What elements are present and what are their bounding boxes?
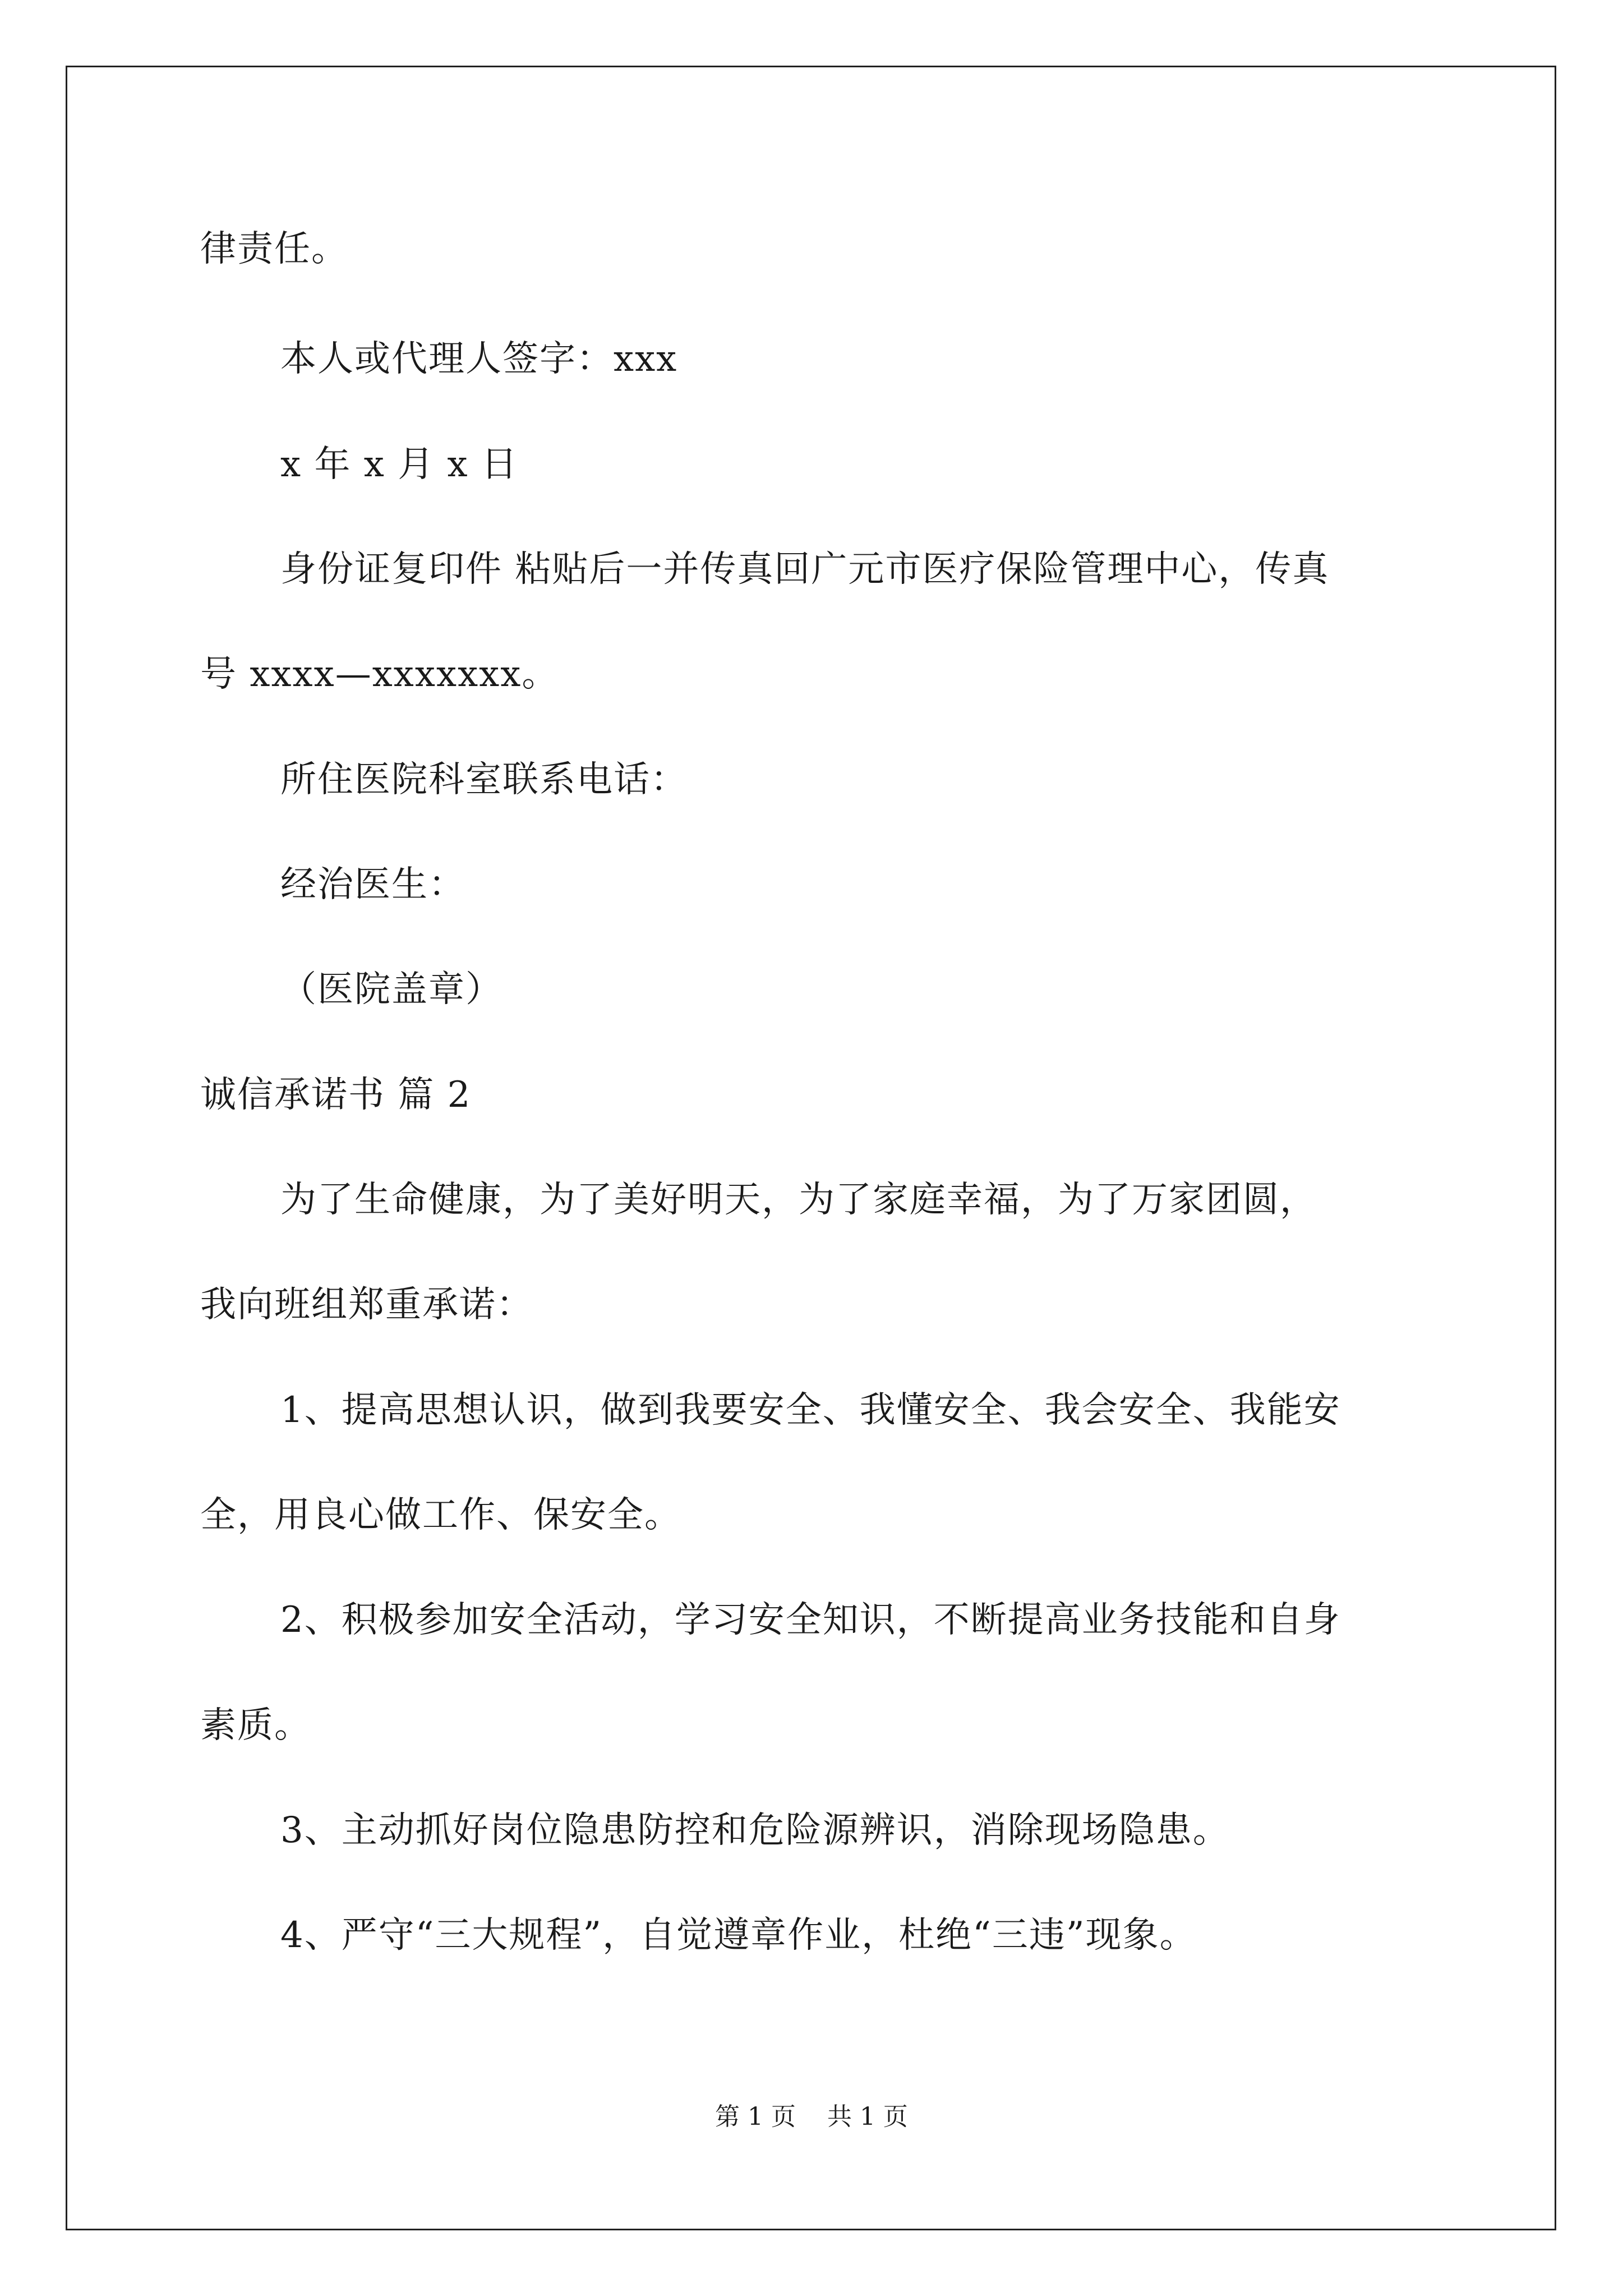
text-line: 我向班组郑重承诺： bbox=[200, 1284, 533, 1326]
text-line: 1、提高思想认识，做到我要安全、我懂安全、我会安全、我能安 bbox=[280, 1389, 1341, 1431]
page-border bbox=[66, 66, 1556, 2230]
text-line: 为了生命健康，为了美好明天，为了家庭幸福，为了万家团圆， bbox=[280, 1179, 1317, 1221]
section-heading: 诚信承诺书 篇 2 bbox=[200, 1074, 472, 1116]
text-line: 2、积极参加安全活动，学习安全知识，不断提高业务技能和自身 bbox=[280, 1599, 1341, 1641]
text-line: （医院盖章） bbox=[280, 969, 502, 1010]
text-line: 所住医院科室联系电话： bbox=[280, 759, 688, 800]
text-line: 本人或代理人签字：xxx bbox=[280, 338, 678, 380]
text-line: 身份证复印件 粘贴后一并传真回广元市医疗保险管理中心，传真 bbox=[280, 549, 1330, 590]
text-line: 全，用良心做工作、保安全。 bbox=[200, 1494, 681, 1536]
text-line: 4、严守“三大规程”，自觉遵章作业，杜绝“三违”现象。 bbox=[280, 1915, 1197, 1956]
text-line: 经治医生： bbox=[280, 864, 465, 905]
text-line: 号 xxxx—xxxxxxx。 bbox=[200, 654, 559, 695]
text-line: 3、主动抓好岗位隐患防控和危险源辨识，消除现场隐患。 bbox=[280, 1810, 1230, 1851]
text-line: x 年 x 月 x 日 bbox=[280, 444, 518, 485]
page-footer: 第 1 页 共 1 页 bbox=[715, 2102, 908, 2131]
text-line: 律责任。 bbox=[200, 228, 348, 270]
text-line: 素质。 bbox=[200, 1705, 311, 1746]
